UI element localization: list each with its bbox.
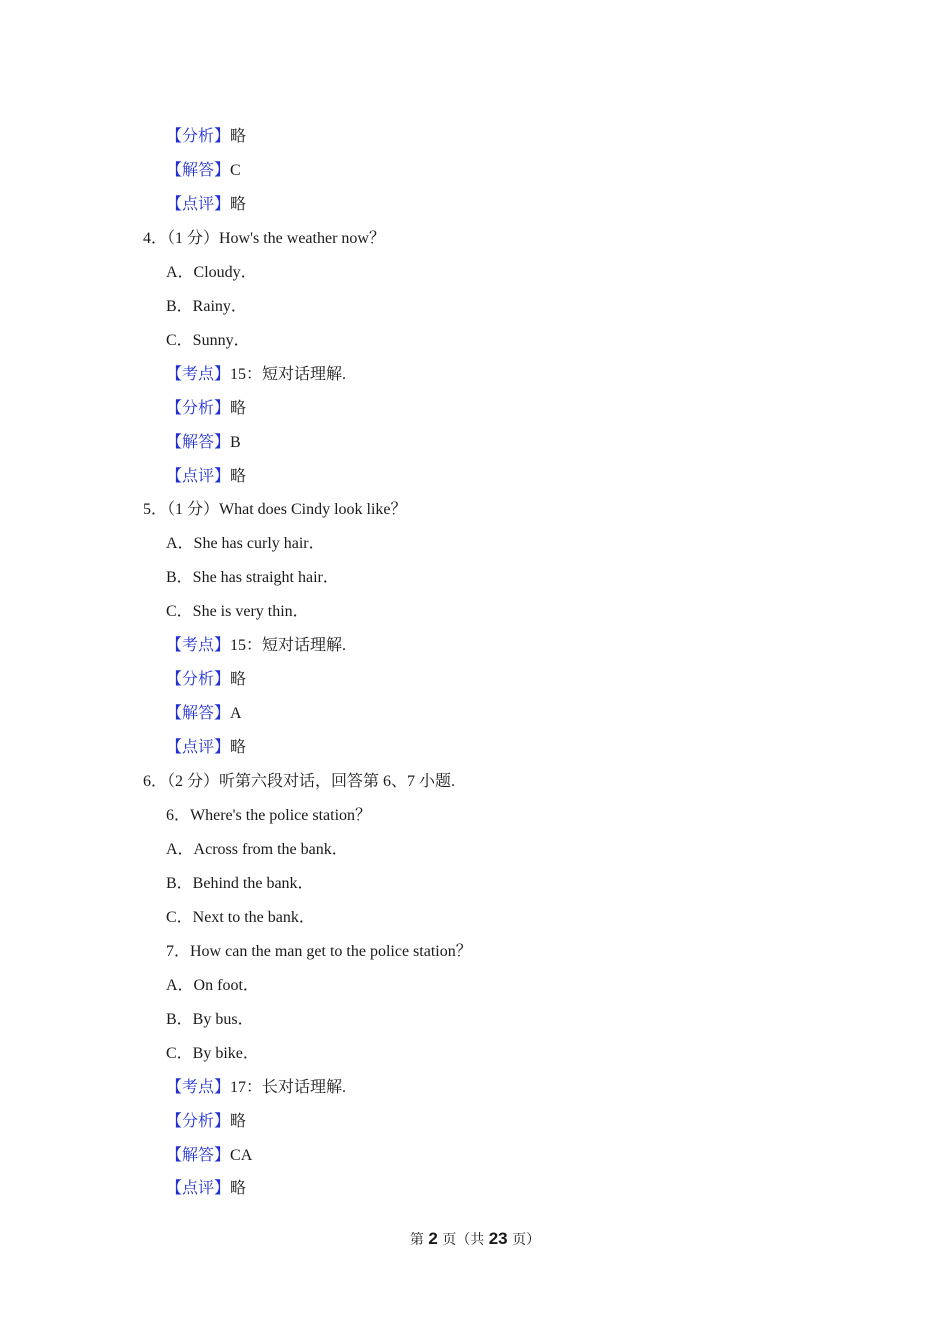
line-text: A．Across from the bank．: [166, 841, 348, 858]
footer-page-number: 2: [428, 1229, 438, 1248]
line-text: A．On foot．: [166, 977, 259, 994]
annotation-line: [166, 364, 346, 385]
option-line: [166, 941, 472, 962]
annotation-line: [166, 1111, 246, 1132]
footer-prefix: 第: [409, 1232, 424, 1248]
annotation-line: [166, 669, 246, 690]
line-text: 7．How can the man get to the police station？: [166, 943, 472, 960]
line-text: 略: [230, 671, 247, 688]
line-text: C．Next to the bank．: [166, 909, 315, 926]
option-line: [166, 873, 314, 894]
footer-suffix: 页）: [512, 1232, 541, 1248]
option-line: [166, 805, 371, 826]
annotation-line: [166, 1145, 252, 1166]
annotation-tag: 【解答】: [166, 432, 231, 451]
line-text: A: [230, 705, 242, 722]
line-text: 15：短对话理解.: [230, 366, 347, 383]
option-line: [166, 975, 259, 996]
line-text: 17：长对话理解.: [230, 1079, 347, 1096]
line-text: 15：短对话理解.: [230, 637, 347, 654]
annotation-tag: 【点评】: [166, 1178, 231, 1197]
line-text: 4．（1 分）How's the weather now？: [143, 230, 385, 247]
line-text: B．Rainy．: [166, 298, 247, 315]
option-line: [166, 330, 250, 351]
line-text: CA: [230, 1147, 253, 1164]
annotation-line: [166, 466, 246, 487]
annotation-line: [166, 1178, 246, 1199]
option-line: [166, 1009, 254, 1030]
annotation-tag: 【分析】: [166, 398, 231, 417]
question-line: [143, 771, 455, 792]
annotation-line: [166, 635, 346, 656]
line-text: 6．Where's the police station？: [166, 807, 372, 824]
annotation-tag: 【点评】: [166, 466, 231, 485]
option-line: [166, 567, 339, 588]
question-line: [143, 499, 407, 520]
footer-middle: 页（共: [442, 1232, 485, 1248]
option-line: [166, 839, 348, 860]
line-text: C．She is very thin．: [166, 603, 309, 620]
annotation-line: [166, 432, 241, 453]
annotation-line: [166, 1077, 346, 1098]
option-line: [166, 601, 309, 622]
line-text: C: [230, 162, 241, 179]
option-line: [166, 533, 325, 554]
annotation-tag: 【分析】: [166, 1111, 231, 1130]
annotation-line: [166, 703, 242, 724]
line-text: A．She has curly hair．: [166, 535, 325, 552]
annotation-line: [166, 194, 246, 215]
line-text: 略: [230, 128, 247, 145]
question-line: [143, 228, 385, 249]
line-text: B．She has straight hair．: [166, 569, 339, 586]
line-text: 略: [230, 468, 247, 485]
annotation-tag: 【考点】: [166, 364, 231, 383]
line-text: B．Behind the bank．: [166, 875, 314, 892]
line-text: 略: [230, 196, 247, 213]
annotation-tag: 【解答】: [166, 160, 231, 179]
annotation-tag: 【考点】: [166, 635, 231, 654]
option-line: [166, 1043, 259, 1064]
annotation-tag: 【考点】: [166, 1077, 231, 1096]
footer-total-pages: 23: [488, 1229, 508, 1248]
annotation-tag: 【解答】: [166, 703, 231, 722]
annotation-line: [166, 126, 246, 147]
line-text: B．By bus．: [166, 1011, 254, 1028]
annotation-line: [166, 737, 246, 758]
annotation-tag: 【分析】: [166, 126, 231, 145]
annotation-line: [166, 160, 241, 181]
line-text: 略: [230, 1113, 247, 1130]
line-text: 略: [230, 400, 247, 417]
line-text: 6．（2 分）听第六段对话，回答第 6、7 小题.: [143, 773, 456, 790]
option-line: [166, 907, 315, 928]
option-line: [166, 262, 257, 283]
annotation-tag: 【点评】: [166, 737, 231, 756]
annotation-line: [166, 398, 246, 419]
line-text: B: [230, 434, 241, 451]
option-line: [166, 296, 247, 317]
line-text: C．By bike．: [166, 1045, 259, 1062]
annotation-tag: 【分析】: [166, 669, 231, 688]
line-text: C．Sunny．: [166, 332, 250, 349]
line-text: A．Cloudy．: [166, 264, 257, 281]
annotation-tag: 【解答】: [166, 1145, 231, 1164]
annotation-tag: 【点评】: [166, 194, 231, 213]
line-text: 略: [230, 739, 247, 756]
line-text: 5．（1 分）What does Cindy look like？: [143, 501, 407, 518]
line-text: 略: [230, 1180, 247, 1197]
page-footer: [0, 1229, 950, 1250]
